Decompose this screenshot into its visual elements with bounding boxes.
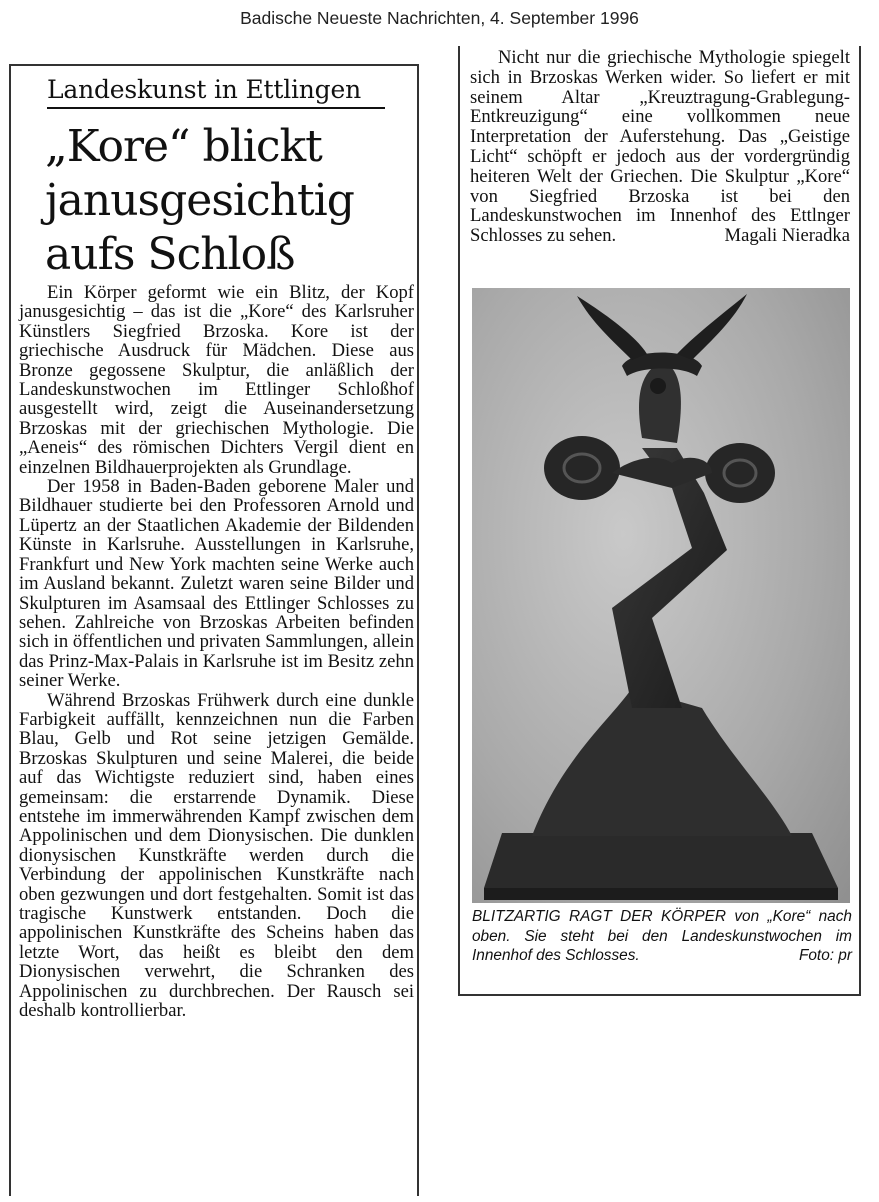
photo-caption [472, 907, 852, 966]
rubric: Landeskunst in Ettlingen [47, 74, 385, 109]
sculpture-horn-right [677, 294, 747, 360]
sculpture-mound [532, 688, 792, 836]
caption-lead: BLITZARTIG RAGT DER KÖRPER [472, 908, 726, 925]
caption-text: von „Kore“ nach oben. Sie steht bei den Landeskunstwochen im Innenhof des Schlosses. [472, 908, 852, 964]
article-body-continued [470, 48, 850, 246]
paragraph: Während Brzoskas Frühwerk durch eine dunkle Farbigkeit auffällt, kennzeichnen nun die Farben Blau, Gelb und Rot seine jetzigen Gemälde. Brzoskas Skulpturen und seine Malerei, die beide auf das Wichtigste reduziert sind, haben eines gemeinsam: die erstarrende Dynamik. Diese entstehe im immerwährenden Kampf zwischen dem Appolinischen und dem Dionysischen. Die dunklen dionysischen Kunstkräfte werden durch die Verbindung der appolinischen Kunstkräfte nach oben gezwungen und dort festgehalten. Somit ist das tragische Kunstwerk entstanden. Doch die appolinischen Kunstkräfte des Scheins haben das letzte Wort, das heißt es bleibt den dem Dionysischen verwehrt, die Schranken des Appolinischen zu durchbrechen. Der Rausch sei deshalb kontrollierbar. [19, 689, 414, 1022]
article-clipping-left [9, 64, 419, 1196]
paragraph: Ein Körper geformt wie ein Blitz, der Kopf janusgesichtig – das ist die „Kore“ des Karlsruher Künstlers Siegfried Brzoska. Kore ist der griechische Ausdruck für Mädchen. Diese aus Bronze gegossene Skulptur, die anläßlich der Landeskunstwochen im Ettlinger Schloßhof ausgestellt wird, zeigt die Auseinandersetzung Brzoskas mit der griechischen Mythologie. Die „Aeneis“ des römischen Dichters Vergil dient en einzelnen Bildhauerprojekten als Grundlage. [19, 282, 414, 478]
headline [45, 120, 405, 282]
sculpture-right-scroll [705, 443, 775, 503]
sculpture-image [472, 288, 850, 903]
article-body [19, 283, 414, 1020]
article-clipping-right [458, 46, 861, 996]
sculpture-left-scroll [544, 436, 620, 500]
sculpture-photo [472, 288, 850, 903]
paragraph: Der 1958 in Baden-Baden geborene Maler und Bildhauer studierte bei den Professoren Arnold und Lüpertz an der Staatlichen Akademie der Bildenden Künste in Karlsruhe. Ausstellungen in Karlsruhe, Frankfurt und New York machten seine Werke auch im Ausland bekannt. Zuletzt waren seine Bilder und Skulpturen im Asamsaal des Ettlinger Schlosses zu sehen. Zahlreiche von Brzoskas Arbeiten befinden sich in öffentlichen und privaten Sammlungen, allein das Prinz-Max-Palais in Karlsruhe ist im Besitz zehn seiner Werke. [19, 476, 414, 692]
headline-line: janusgesichtig [45, 175, 354, 226]
photo-credit: Foto: pr [798, 947, 852, 964]
sculpture-base [484, 833, 838, 888]
headline-line: aufs Schloß [45, 229, 295, 280]
byline: Magali Nieradka [724, 225, 850, 247]
sculpture-horn-left [577, 296, 647, 360]
paragraph [470, 48, 850, 246]
paragraph-text: Nicht nur die griechische Mythologie spiegelt sich in Brzoskas Werken wider. So liefert er mit seinem Altar „Kreuztragung-Grablegung-Entkreuzigung“ eine vollkommen neue Interpretation der Auferstehung. Das „Geistige Licht“ schöpft er jedoch aus der vordergründig heiteren Welt der Griechen. Die Skulptur „Kore“ von Siegfried Brzoska ist bei den Landeskunstwochen im Innenhof des Ettlnger Schlosses zu sehen. [470, 47, 850, 247]
headline-line: „Kore“ blickt [45, 121, 322, 172]
masthead: Badische Neueste Nachrichten, 4. September 1996 [240, 8, 639, 28]
